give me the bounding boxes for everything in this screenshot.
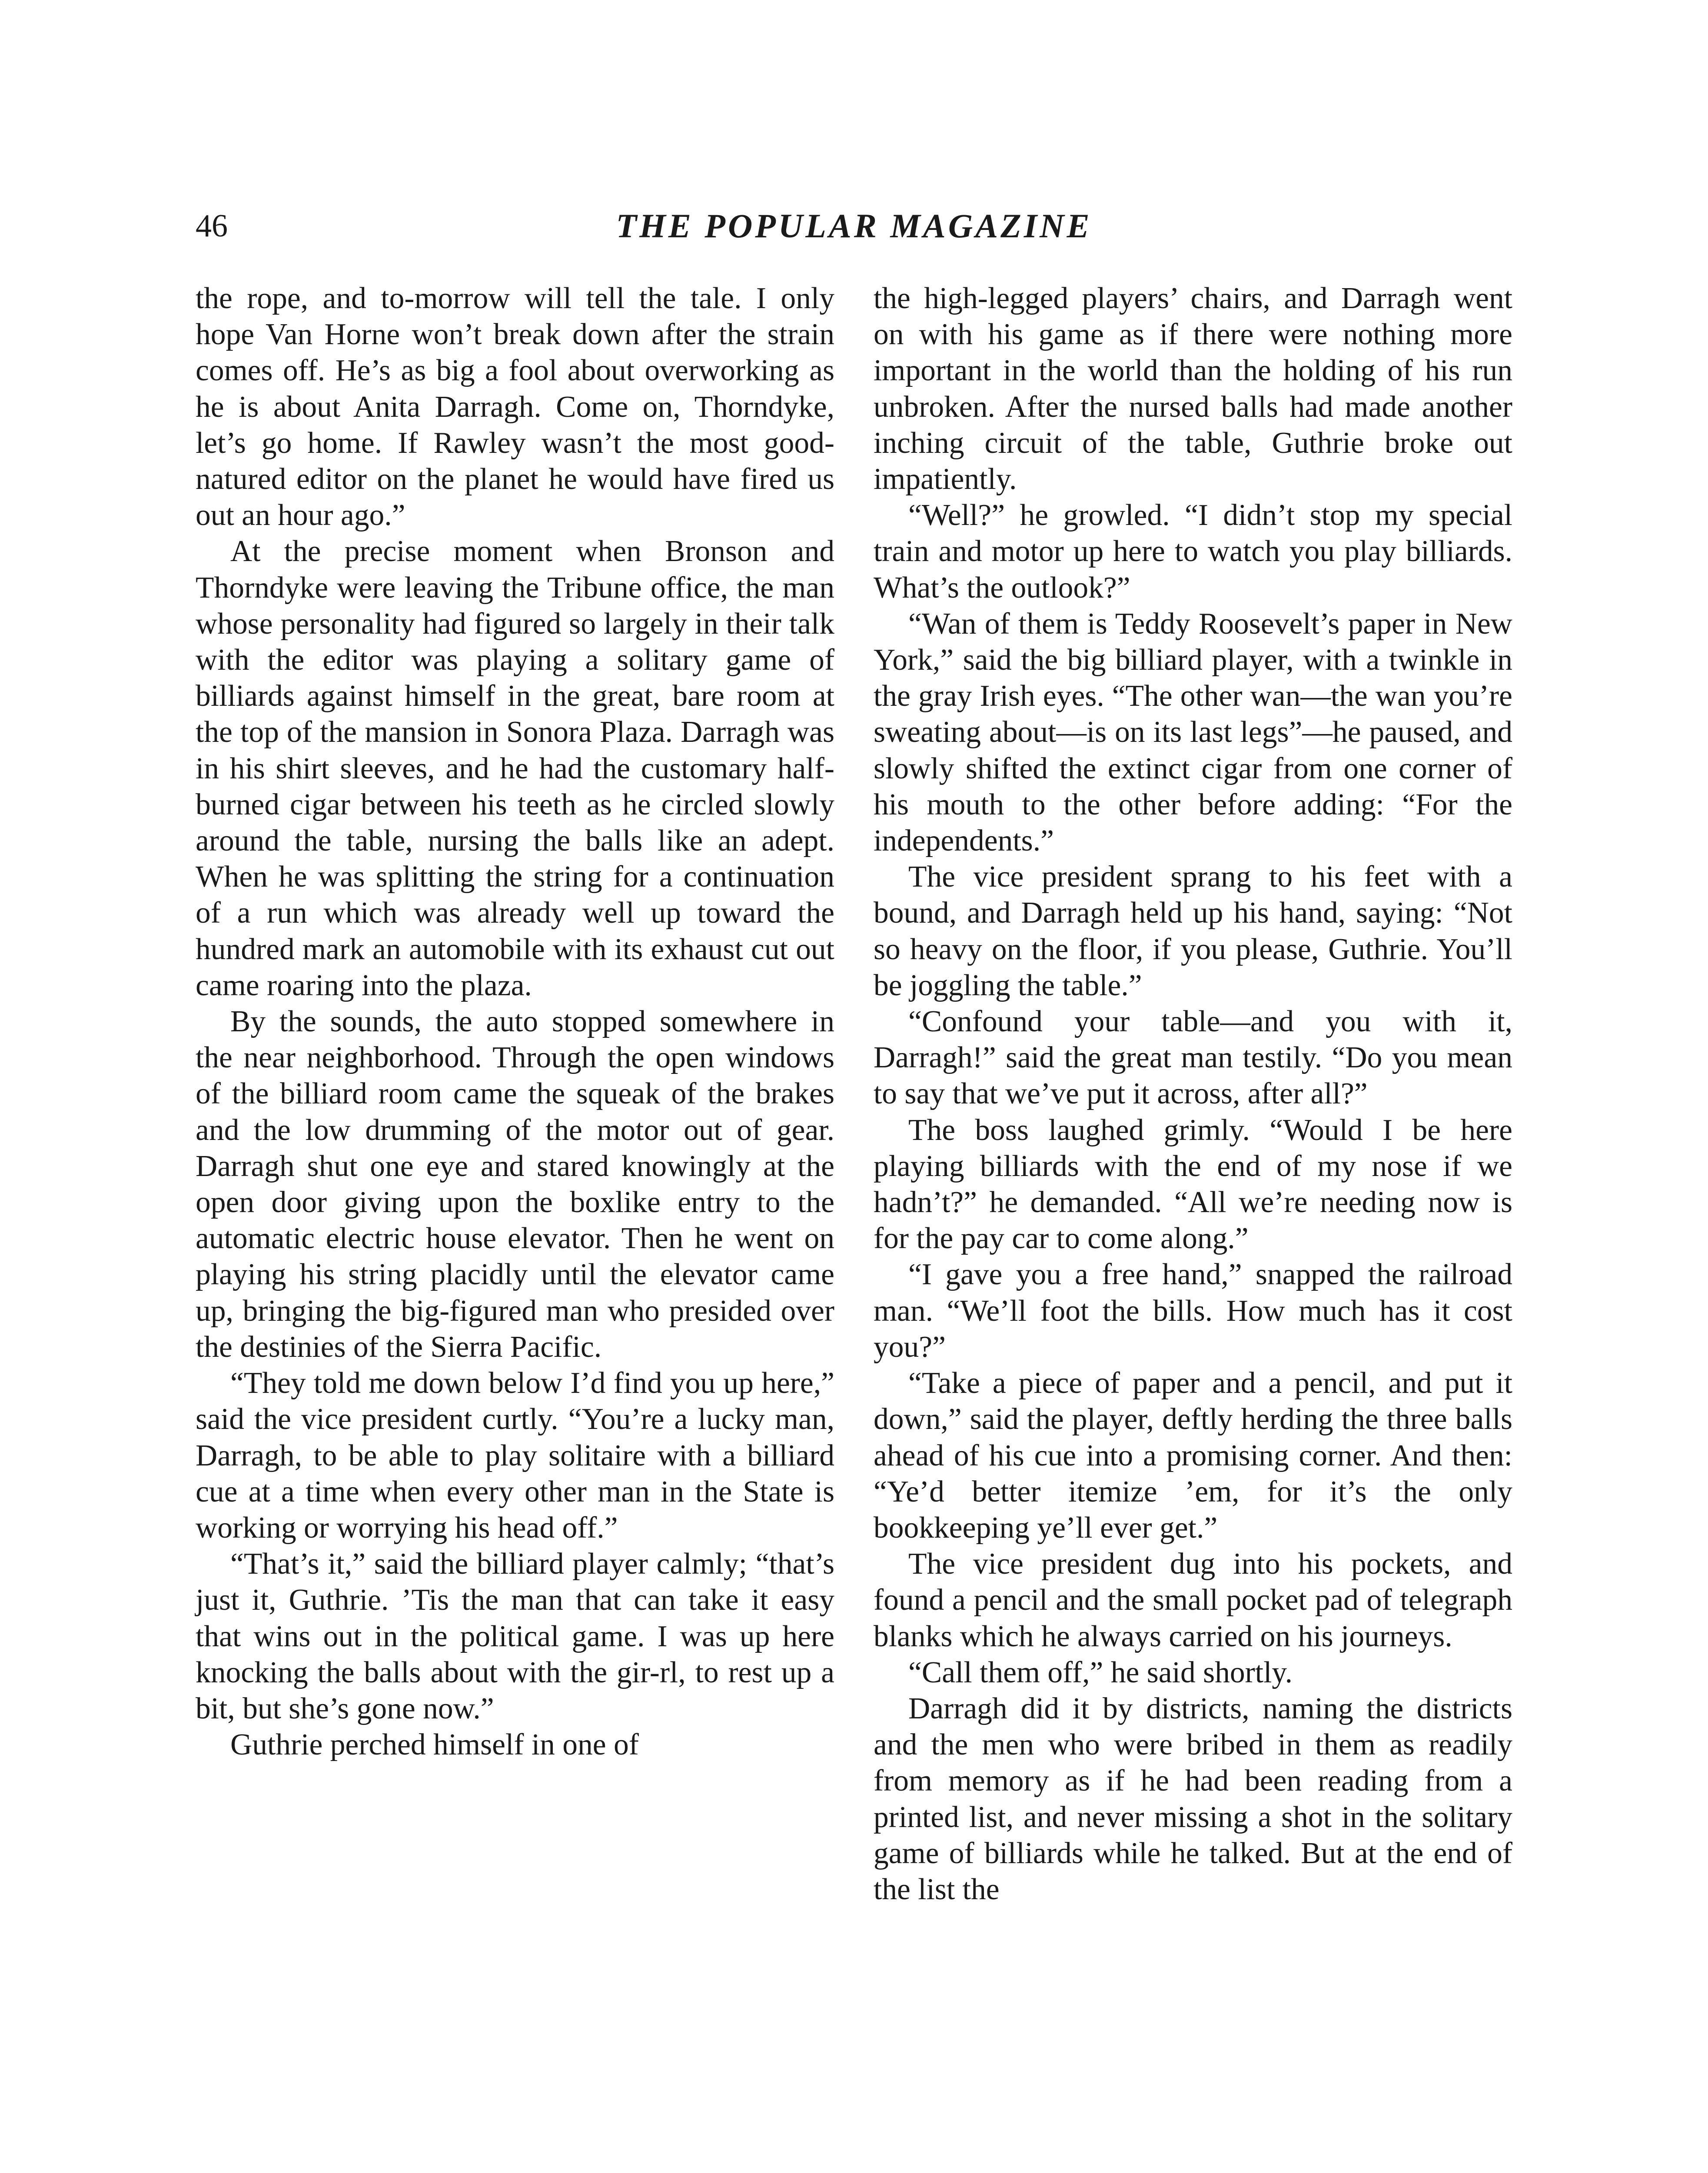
paragraph: Guthrie perched himself in one of bbox=[230, 1728, 639, 1762]
paragraph: “Take a piece of paper and a pencil, and put it down,” said the player, deftly herding the three balls ahead of his cue into a promising corner. And then: “Ye’d better itemize ’em, for it’s the only bookkeeping ye’ll ever get.” bbox=[874, 1366, 1512, 1545]
paragraph: The vice president dug into his pockets, and found a pencil and the small pocket pad of telegraph blanks which he always carried on his journeys. bbox=[874, 1547, 1512, 1653]
paragraph: At the precise moment when Bronson and Thorndyke were leaving the Tribune office, the man whose personality had figured so largely in their talk with the editor was playing a solitary game of billiards against himself in the great, bare room at the top of the mansion in Sonora Plaza. Darragh was in his shirt sleeves, and he had the customary half-burned cigar between his teeth as he circled slowly around the table, nursing the balls like an adept. When he was splitting the string for a continuation of a run which was already well up toward the hundred mark an automobile with its exhaust cut out came roaring into the plaza. bbox=[196, 535, 834, 1002]
right-column bbox=[874, 280, 1512, 1907]
paragraph: By the sounds, the auto stopped somewhere in the near neighborhood. Through the open windows of the billiard room came the squeak of the brakes and the low drumming of the motor out of gear. Darragh shut one eye and stared knowingly at the open door giving upon the boxlike entry to the automatic electric house elevator. Then he went on playing his string placidly until the elevator came up, bringing the big-figured man who presided over the destinies of the Sierra Pacific. bbox=[196, 1005, 834, 1364]
paragraph: the high-legged players’ chairs, and Darragh went on with his game as if there were nothing more important in the world than the holding of his run unbroken. After the nursed balls had made another inching circuit of the table, Guthrie broke out impatiently. bbox=[874, 282, 1512, 496]
page-number: 46 bbox=[196, 208, 228, 244]
paragraph: “They told me down below I’d find you up here,” said the vice president curtly. “You’re a lucky man, Darragh, to be able to play solitaire with a billiard cue at a time when every other man in the State is working or worrying his head off.” bbox=[196, 1366, 834, 1545]
paragraph: “Confound your table—and you with it, Darragh!” said the great man testily. “Do you mean to say that we’ve put it across, after all?” bbox=[874, 1005, 1512, 1111]
left-column bbox=[196, 280, 834, 1763]
page-header bbox=[196, 198, 1512, 254]
paragraph: Darragh did it by districts, naming the districts and the men who were bribed in them as readily from memory as if he had been reading from a printed list, and never missing a shot in the solitary game of billiards while he talked. But at the end of the list the bbox=[874, 1691, 1512, 1906]
paragraph: “I gave you a free hand,” snapped the railroad man. “We’ll foot the bills. How much has it cost you?” bbox=[874, 1258, 1512, 1364]
paragraph: The boss laughed grimly. “Would I be here playing billiards with the end of my nose if we hadn’t?” he demanded. “All we’re needing now is for the pay car to come along.” bbox=[874, 1113, 1512, 1256]
running-title: THE POPULAR MAGAZINE bbox=[616, 207, 1092, 245]
article-body bbox=[196, 280, 1512, 2173]
paragraph: the rope, and to-morrow will tell the tale. I only hope Van Horne won’t break down after the strain comes off. He’s as big a fool about overworking as he is about Anita Darragh. Come on, Thorndyke, let’s go home. If Rawley wasn’t the most good-natured editor on the planet he would have fired us out an hour ago.” bbox=[196, 282, 834, 532]
paragraph: “Well?” he growled. “I didn’t stop my special train and motor up here to watch you play billiards. What’s the outlook?” bbox=[874, 498, 1512, 605]
paragraph: “That’s it,” said the billiard player calmly; “that’s just it, Guthrie. ’Tis the man that can take it easy that wins out in the political game. I was up here knocking the balls about with the gir-rl, to rest up a bit, but she’s gone now.” bbox=[196, 1547, 834, 1725]
paragraph: “Wan of them is Teddy Roosevelt’s paper in New York,” said the big billiard player, with a twinkle in the gray Irish eyes. “The other wan—the wan you’re sweating about—is on its last legs”—he paused, and slowly shifted the extinct cigar from one corner of his mouth to the other before adding: “For the independents.” bbox=[874, 607, 1512, 858]
paragraph: “Call them off,” he said shortly. bbox=[908, 1655, 1293, 1689]
paragraph: The vice president sprang to his feet with a bound, and Darragh held up his hand, saying: “Not so heavy on the floor, if you please, Guthrie. You’ll be joggling the table.” bbox=[874, 860, 1512, 1002]
